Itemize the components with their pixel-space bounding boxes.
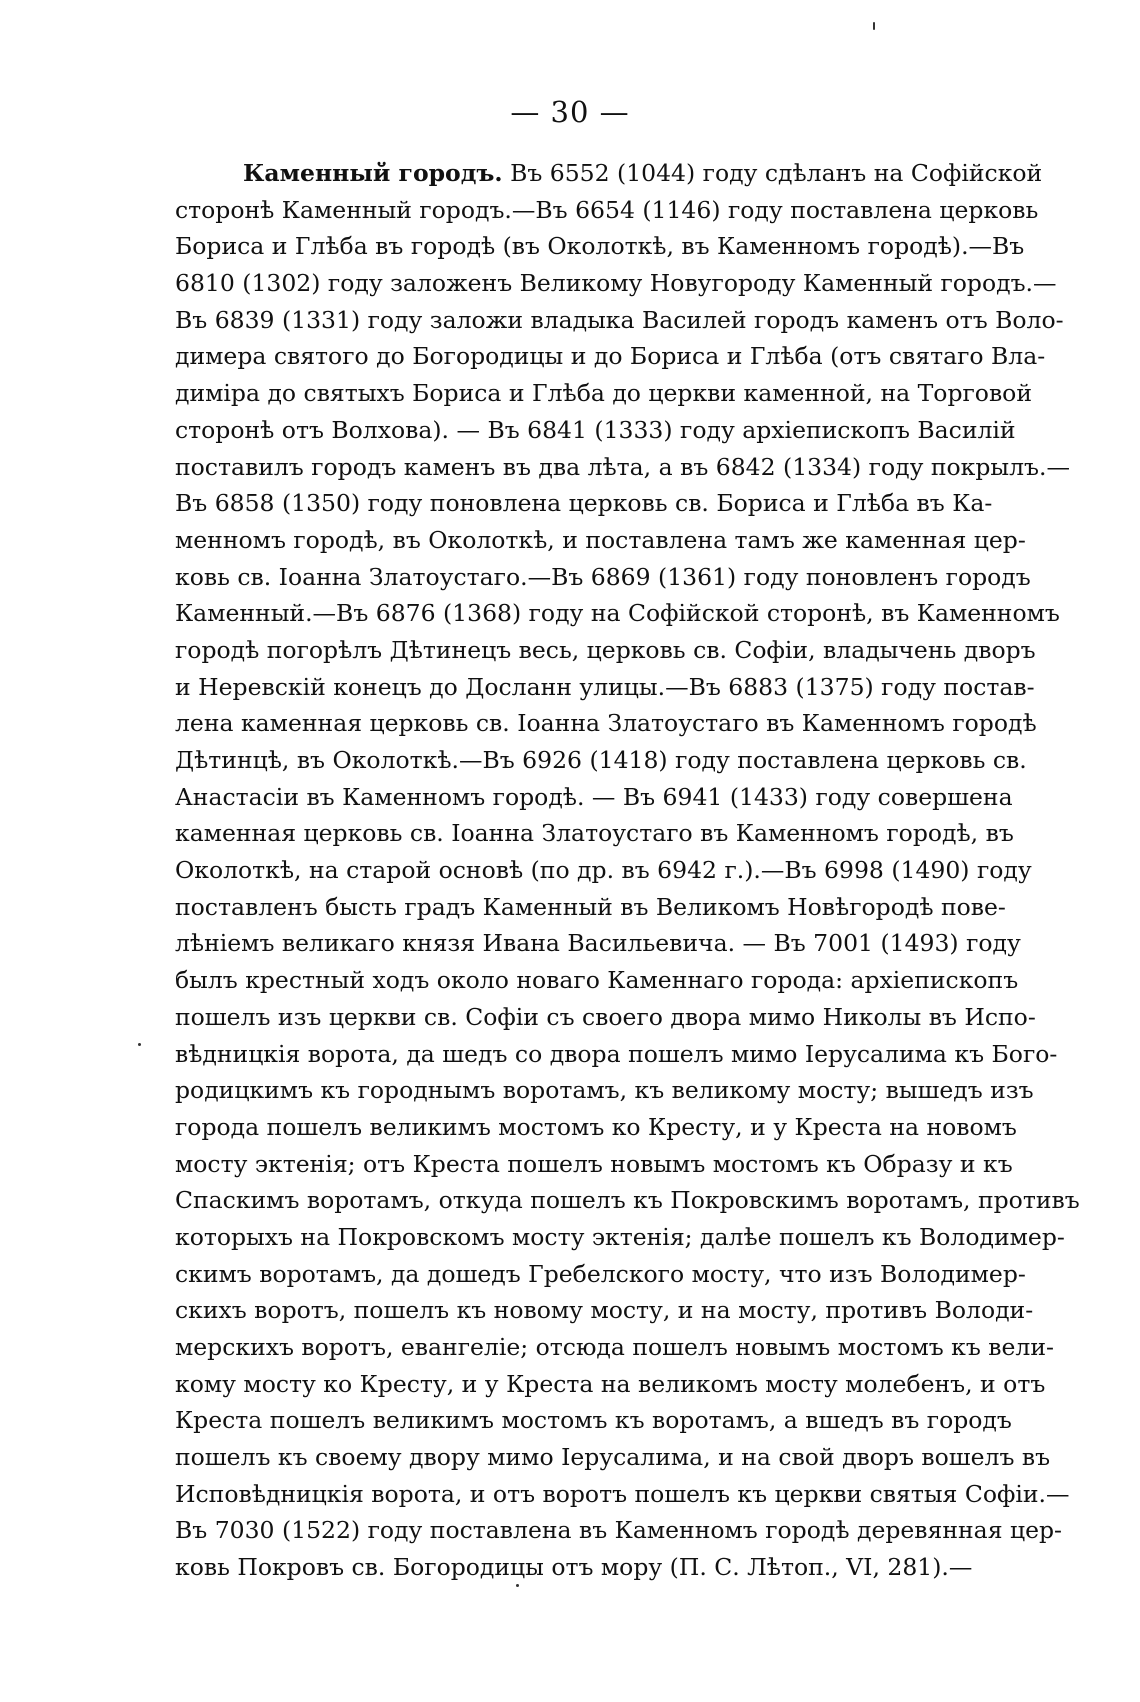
- text-line: Анастасіи въ Каменномъ городѣ. — Въ 6941 (1433) году совершена: [175, 782, 1013, 811]
- text-line: и Неревскій конецъ до Досланн улицы.—Въ 6883 (1375) году постав-: [175, 672, 1035, 701]
- text-line: ковь св. Іоанна Златоустаго.—Въ 6869 (1361) году поновленъ городъ: [175, 562, 1031, 591]
- text-line: Каменный.—Въ 6876 (1368) году на Софійской сторонѣ, въ Каменномъ: [175, 599, 1060, 628]
- text-line: кому мосту ко Кресту, и у Креста на великомъ мосту молебенъ, и отъ: [175, 1369, 1046, 1398]
- text-line: Креста пошелъ великимъ мостомъ къ воротамъ, а вшедъ въ городъ: [175, 1406, 1012, 1435]
- section-heading: Каменный городъ.: [243, 159, 503, 187]
- body-text: [175, 155, 1080, 1586]
- paragraph-lines: [175, 192, 1080, 1586]
- page-number: — 30 —: [510, 95, 630, 129]
- text-line: [175, 155, 1043, 192]
- text-line: димера святого до Богородицы и до Бориса и Глѣба (отъ святаго Вла-: [175, 342, 1046, 371]
- text-line: Исповѣдницкія ворота, и отъ воротъ пошелъ къ церкви святыя Софіи.—: [175, 1479, 1070, 1508]
- text-line: поставленъ бысть градъ Каменный въ Великомъ Новѣгородѣ пове-: [175, 892, 1006, 921]
- text-line: пошелъ къ своему двору мимо Іерусалима, и на свой дворъ вошелъ въ: [175, 1443, 1051, 1472]
- print-speck: [516, 1584, 519, 1587]
- text-line: каменная церковь св. Іоанна Златоустаго въ Каменномъ городѣ, въ: [175, 819, 1014, 848]
- text-line: которыхъ на Покровскомъ мосту эктенія; далѣе пошелъ къ Володимер-: [175, 1222, 1065, 1251]
- print-speck: [138, 1043, 141, 1046]
- text-line: Въ 6858 (1350) году поновлена церковь св. Бориса и Глѣба въ Ка-: [175, 489, 993, 518]
- text-line: поставилъ городъ каменъ въ два лѣта, а въ 6842 (1334) году покрылъ.—: [175, 452, 1070, 481]
- text-line: былъ крестный ходъ около новаго Каменнаго города: архіепископъ: [175, 966, 1019, 995]
- text-line: скимъ воротамъ, да дошедъ Гребелского мосту, что изъ Володимер-: [175, 1259, 1026, 1288]
- text-line: лѣніемъ великаго князя Ивана Васильевича. — Въ 7001 (1493) году: [175, 929, 1021, 958]
- text-line: Бориса и Глѣба въ городѣ (въ Околоткѣ, въ Каменномъ городѣ).—Въ: [175, 232, 1025, 261]
- text-line: мерскихъ воротъ, евангеліе; отсюда пошелъ новымъ мостомъ къ вели-: [175, 1333, 1054, 1361]
- text-line: вѣдницкія ворота, да шедъ со двора пошелъ мимо Іерусалима къ Бого-: [175, 1039, 1058, 1068]
- text-line: 6810 (1302) году заложенъ Великому Новугороду Каменный городъ.—: [175, 269, 1057, 298]
- text-line: городѣ погорѣлъ Дѣтинецъ весь, церковь св. Софіи, владычень дворъ: [175, 635, 1036, 664]
- text-line: Въ 6839 (1331) году заложи владыка Василей городъ каменъ отъ Воло-: [175, 305, 1064, 334]
- text-line: сторонѣ Каменный городъ.—Въ 6654 (1146) году поставлена церковь: [175, 195, 1039, 224]
- text-line: мосту эктенія; отъ Креста пошелъ новымъ мостомъ къ Образу и къ: [175, 1149, 1013, 1178]
- first-line-text: Въ 6552 (1044) году сдѣланъ на Софійской: [502, 159, 1043, 187]
- text-line: города пошелъ великимъ мостомъ ко Кресту, и у Креста на новомъ: [175, 1112, 1017, 1141]
- text-line: родицкимъ къ городнымъ воротамъ, къ великому мосту; вышедъ изъ: [175, 1076, 1034, 1105]
- text-line: скихъ воротъ, пошелъ къ новому мосту, и на мосту, противъ Володи-: [175, 1296, 1034, 1325]
- print-speck: [873, 22, 875, 30]
- text-line: менномъ городѣ, въ Околоткѣ, и поставлена тамъ же каменная цер-: [175, 525, 1026, 554]
- text-line: Спаскимъ воротамъ, откуда пошелъ къ Покровскимъ воротамъ, противъ: [175, 1186, 1080, 1215]
- text-line: ковь Покровъ св. Богородицы отъ мору (П. С. Лѣтоп., VI, 281).—: [175, 1553, 973, 1582]
- text-line: Околоткѣ, на старой основѣ (по др. въ 6942 г.).—Въ 6998 (1490) году: [175, 856, 1032, 885]
- text-line: диміра до святыхъ Бориса и Глѣба до церкви каменной, на Торговой: [175, 379, 1032, 408]
- text-line: сторонѣ отъ Волхова). — Въ 6841 (1333) году архіепископъ Василій: [175, 415, 1016, 444]
- text-line: Въ 7030 (1522) году поставлена въ Каменномъ городѣ деревянная цер-: [175, 1516, 1062, 1545]
- text-line: Дѣтинцѣ, въ Околоткѣ.—Въ 6926 (1418) году поставлена церковь св.: [175, 746, 1027, 774]
- text-line: лена каменная церковь св. Іоанна Златоустаго въ Каменномъ городѣ: [175, 709, 1037, 738]
- text-line: пошелъ изъ церкви св. Софіи съ своего двора мимо Николы въ Испо-: [175, 1002, 1036, 1031]
